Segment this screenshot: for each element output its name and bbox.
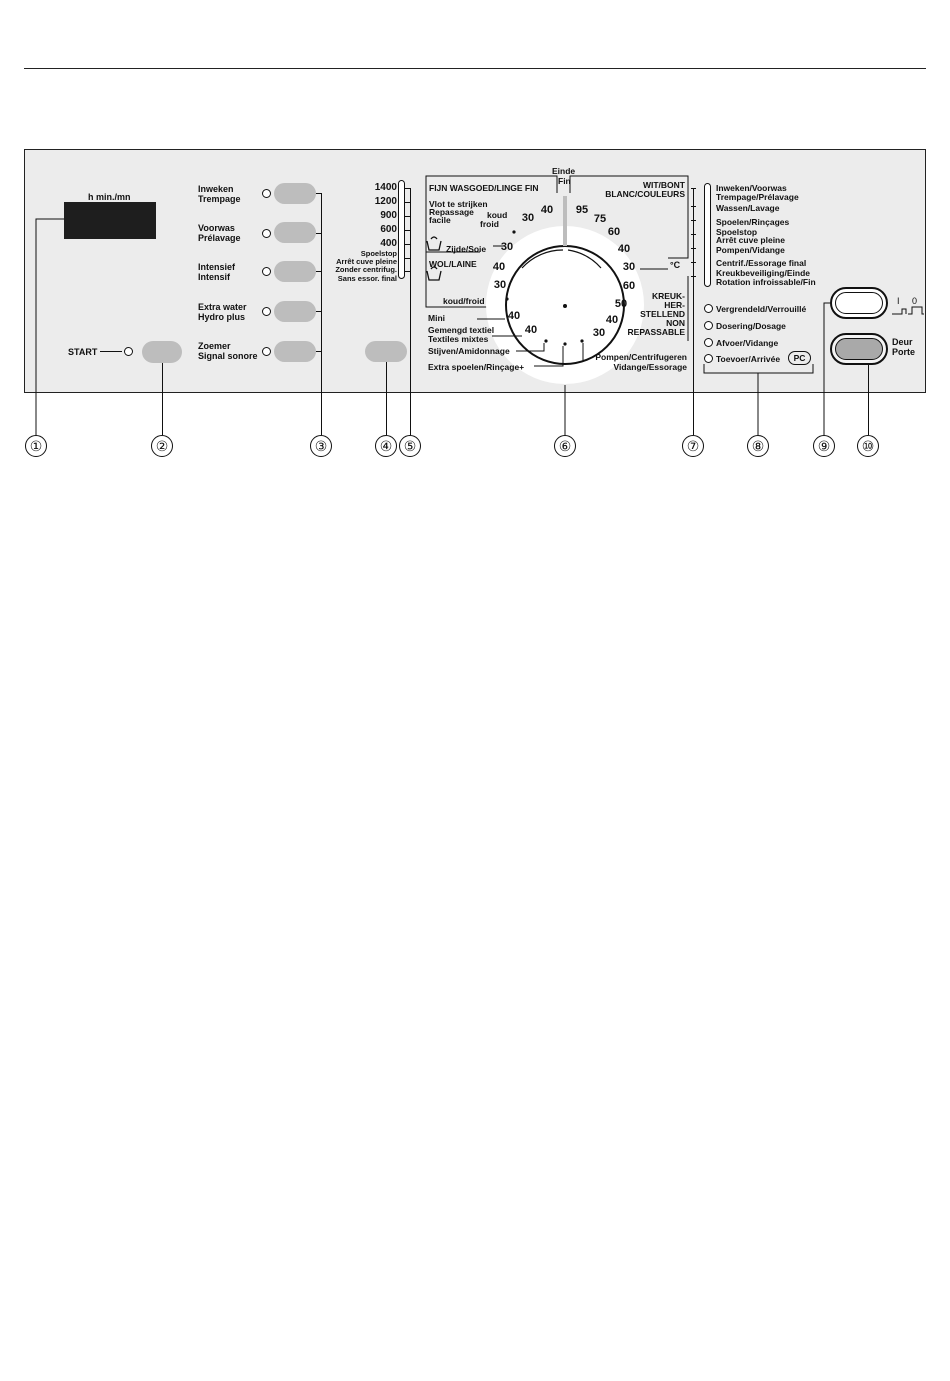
callout-2-leader — [162, 363, 163, 435]
power-button-rim — [835, 292, 883, 314]
gemengd-line2: Textiles mixtes — [428, 334, 489, 344]
door-label-1: Deur — [892, 337, 913, 347]
callout-7: ⑦ — [682, 435, 704, 457]
extra-spoelen-label: Extra spoelen/Rinçage+ — [428, 362, 525, 372]
dial-dot — [512, 230, 515, 233]
door-button-rim — [835, 338, 883, 360]
temp-wol-40: 40 — [492, 261, 506, 273]
dosing-led — [704, 321, 713, 330]
pompen-line1: Pompen/Centrifugeren — [595, 352, 687, 362]
gemengd-line1: Gemengd textiel — [428, 325, 495, 335]
fijn-section-label: FIJN WASGOED/LINGE FIN — [429, 183, 539, 193]
vlot-line3: facile — [429, 215, 451, 225]
dial-einde: Einde — [552, 166, 576, 176]
status-7: Pompen/Vidange — [716, 245, 785, 255]
wol-label: WOL/LAINE — [429, 259, 477, 269]
callout-6: ⑥ — [554, 435, 576, 457]
status-8: Centrif./Essorage final — [716, 258, 807, 268]
stijven-label: Stijven/Amidonnage — [428, 346, 510, 356]
kreuk-line4: NON — [666, 318, 685, 328]
spin-opt-1: Spoelstop — [360, 249, 397, 258]
status-3: Wassen/Lavage — [716, 203, 780, 213]
sequence-indicator-bar — [704, 183, 711, 287]
spin-1400: 1400 — [374, 182, 397, 193]
spin-900: 900 — [380, 210, 397, 221]
drain-label: Afvoer/Vidange — [716, 338, 779, 348]
callout-2: ② — [151, 435, 173, 457]
temp-zijde-30: 30 — [500, 241, 514, 253]
status-5: Spoelstop — [716, 227, 758, 237]
indicator-bracket — [700, 360, 820, 440]
temp-wit-95: 95 — [575, 204, 589, 216]
callout-9-leader — [815, 300, 835, 440]
wit-line1: WIT/BONT — [642, 180, 685, 190]
callout-3: ③ — [310, 435, 332, 457]
option-label-5b: Signal sonore — [198, 351, 258, 361]
start-label: START — [68, 347, 98, 357]
wit-line2: BLANC/COULEURS — [605, 189, 685, 199]
spin-opt-3: Zonder centrifug. — [335, 265, 397, 274]
temp-wol-30: 30 — [493, 279, 507, 291]
kreuk-line1: KREUK- — [651, 291, 685, 301]
temp-mini-40: 40 — [507, 310, 521, 322]
temp-fijn-40: 40 — [540, 204, 554, 216]
temp-fijn-30: 30 — [521, 212, 535, 224]
kreuk-line5: REPASSABLE — [627, 327, 685, 337]
option-label-3b: Intensif — [198, 272, 231, 282]
pc-badge: PC — [788, 351, 811, 365]
option-label-1a: Inweken — [198, 184, 234, 194]
temp-wit-40: 40 — [617, 243, 631, 255]
temp-wit-30: 30 — [622, 261, 636, 273]
status-1: Inweken/Voorwas — [716, 183, 787, 193]
temp-wit-60: 60 — [607, 226, 621, 238]
koudfroid-label: koud/froid — [443, 296, 485, 306]
spin-1200: 1200 — [374, 196, 397, 207]
mini-label: Mini — [428, 313, 445, 323]
callout-10-leader — [868, 365, 869, 435]
callout-1: ① — [25, 435, 47, 457]
power-on-symbol: I — [897, 296, 900, 306]
callout-4: ④ — [375, 435, 397, 457]
spin-opt-4: Sans essor. final — [337, 274, 397, 283]
door-label-2: Porte — [892, 347, 916, 357]
option-label-1b: Trempage — [198, 194, 241, 204]
hand-wash-icon — [427, 237, 441, 250]
status-10: Rotation infroissable/Fin — [716, 277, 816, 287]
temp-wit-75: 75 — [593, 213, 607, 225]
callout-1-leader — [30, 215, 70, 440]
froid-label: froid — [480, 219, 499, 229]
pompen-line2: Vidange/Essorage — [613, 362, 687, 372]
door-button[interactable] — [830, 333, 888, 365]
callout-10: ⑩ — [857, 435, 879, 457]
callout-5: ⑤ — [399, 435, 421, 457]
koud-label: koud — [487, 210, 508, 220]
temp-kreuk-60: 60 — [622, 280, 636, 292]
zijde-label: Zijde/Soie — [446, 244, 487, 254]
option-label-3a: Intensief — [198, 262, 236, 272]
status-4: Spoelen/Rinçages — [716, 217, 790, 227]
kreuk-line2: HER- — [664, 300, 685, 310]
callout-7-leader — [693, 188, 694, 435]
power-button[interactable] — [830, 287, 888, 319]
drain-led — [704, 338, 713, 347]
vlot-line2: Repassage — [429, 207, 474, 217]
temp-kreuk-30: 30 — [592, 327, 606, 339]
temp-kreuk-40: 40 — [605, 314, 619, 326]
temp-gemengd-40: 40 — [524, 324, 538, 336]
option-label-2a: Voorwas — [198, 223, 235, 233]
spin-opt-2: Arrêt cuve pleine — [336, 257, 397, 266]
power-off-symbol: 0 — [912, 296, 918, 306]
temp-kreuk-50: 50 — [614, 298, 628, 310]
option-label-5a: Zoemer — [198, 341, 231, 351]
locked-led — [704, 304, 713, 313]
spin-600: 600 — [380, 224, 397, 235]
power-switch-icon — [890, 304, 926, 316]
program-selector-knob[interactable] — [506, 246, 624, 364]
status-2: Trempage/Prélavage — [716, 192, 799, 202]
option-label-4a: Extra water — [198, 302, 247, 312]
display-label: h min./mn — [88, 192, 131, 202]
dial-fin: Fin — [558, 176, 571, 186]
spin-400: 400 — [380, 238, 397, 249]
option-label-4b: Hydro plus — [198, 312, 246, 322]
kreuk-line3: STELLEND — [640, 309, 685, 319]
locked-label: Vergrendeld/Verrouillé — [716, 304, 807, 314]
callout-8: ⑧ — [747, 435, 769, 457]
option-label-2b: Prélavage — [198, 233, 241, 243]
vlot-line1: Vlot te strijken — [429, 199, 488, 209]
status-6: Arrêt cuve pleine — [716, 235, 785, 245]
status-9: Kreukbeveiliging/Einde — [716, 268, 810, 278]
celsius-label: °C — [670, 260, 681, 270]
callout-9: ⑨ — [813, 435, 835, 457]
dosing-label: Dosering/Dosage — [716, 321, 786, 331]
inlet-label: Toevoer/Arrivée — [716, 354, 781, 364]
